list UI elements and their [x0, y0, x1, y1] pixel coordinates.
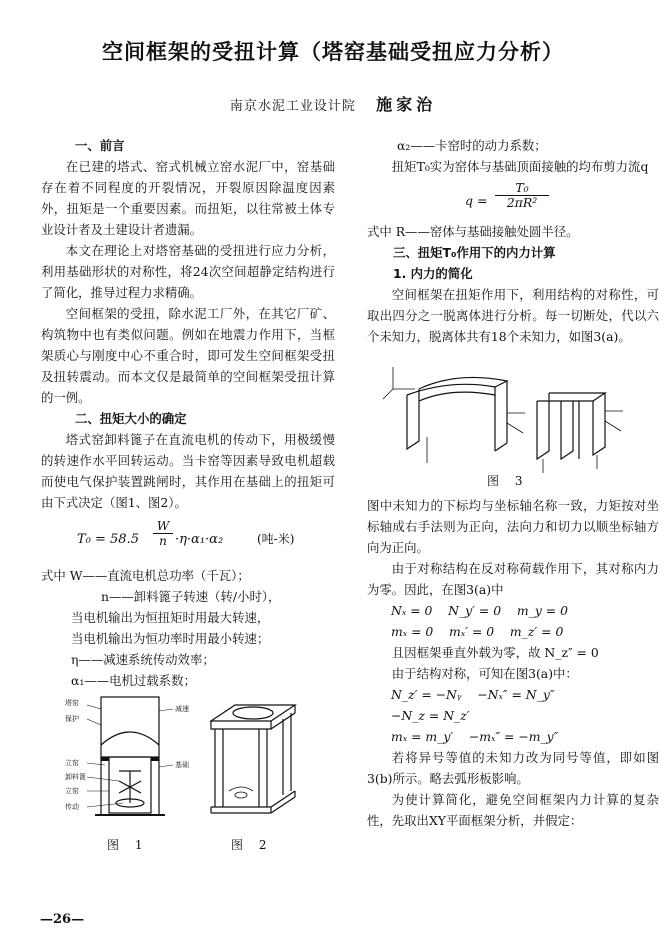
section-heading: 一、前言	[75, 138, 125, 153]
equation: Nₓ = 0 N_y′ = 0 m_y = 0	[391, 603, 568, 618]
definition: 式中 W——直流电机总功率（千瓦）；	[41, 568, 250, 583]
formula-factors: ·η·α₁·α₂	[175, 532, 224, 547]
fig1-label: 保护	[65, 715, 79, 723]
equation: mₓ = m_y′ −mₓ″ = −m_y″	[391, 729, 559, 744]
formula-numerator: T₀	[495, 181, 549, 196]
figures-1-2	[41, 691, 335, 851]
affiliation: 南京水泥工业设计院	[229, 99, 356, 114]
page-title: 空间框架的受扭计算（塔窑基础受扭应力分析）	[102, 40, 564, 64]
formula-denominator: 2πR²	[506, 195, 538, 210]
paragraph: 图中未知力的下标均与坐标轴名称一致，力矩按对坐标轴成右手法则为正向，法向力和切力以顺坐标轴方向为正向。	[367, 498, 659, 555]
paragraph: 空间框架的受扭，除水泥工厂外，在其它厂矿、构筑物中也有类似问题。例如在地震力作用下，当框架质心与刚度中心不重合时，即可发生空间框架受扭及扭转震动。而本文仅是最简单的空间框架受扭计算的一例。	[41, 306, 335, 405]
figure-3	[367, 347, 659, 495]
right-column	[367, 135, 659, 831]
definition: 式中 R——窑体与基础接触处圆半径。	[367, 224, 579, 239]
figure-2-space-frame	[201, 699, 301, 827]
formula-fraction	[495, 181, 549, 210]
section-heading: 二、扭矩大小的确定	[75, 411, 187, 426]
page-number: —26—	[40, 912, 85, 927]
formula-denominator: n	[159, 534, 167, 548]
formula-numerator: W	[153, 519, 173, 534]
left-column	[41, 135, 335, 851]
paragraph: 扭矩T₀实为窑体与基础顶面接触的均布剪力流q	[391, 159, 649, 174]
paragraph: 本文在理论上对塔窑基础的受扭进行应力分析，利用基础形状的对称性，将24次空间超静定结构进行了简化，推导过程力求精确。	[41, 243, 335, 300]
paragraph: 在已建的塔式、窑式机械立窑水泥厂中，窑基础存在着不同程度的开裂情况，开裂原因除温度因素外，扭矩是一个重要因素。而扭矩，以往常被土体专业设计者及土建设计者遗漏。	[41, 159, 335, 237]
formula-lhs: q =	[465, 193, 488, 208]
paragraph: 为使计算简化，避免空间框架内力计算的复杂性，先取出XY平面框架分析，并假定：	[367, 792, 659, 828]
author-name: 施家治	[376, 95, 437, 114]
fig1-label: 传动	[65, 803, 79, 811]
equation: mₓ = 0 mₓ′ = 0 m_z′ = 0	[391, 624, 564, 639]
equation: N_z′ = −Nᵧ −Nₓ″ = N_y″	[391, 687, 555, 702]
paragraph: 若将异号等值的未知力改为同号等值，即如图3(b)所示。略去弧形板影响。	[367, 750, 659, 786]
fig1-label: 卸料篦	[65, 773, 86, 781]
fig1-label: 基础	[175, 761, 189, 769]
definition: α₂——卡窑时的动力系数；	[397, 138, 547, 153]
definition: α₁——电机过载系数；	[71, 673, 196, 688]
formula-lhs: T₀ = 58.5	[77, 532, 139, 547]
formula-unit: (吨-米)	[257, 532, 295, 546]
shear-flow-formula	[367, 181, 659, 217]
section-heading: 三、扭矩T₀作用下的内力计算	[393, 245, 556, 260]
figure-3-caption: 图 3	[487, 474, 529, 488]
formula-fraction	[153, 519, 173, 548]
definition: η——减速系统传动效率；	[71, 652, 215, 667]
figure-1-caption: 图 1	[107, 838, 149, 852]
figure-3-free-body-diagrams	[367, 351, 659, 479]
equation: −N_z = N_z′	[391, 708, 470, 723]
paragraph: 由于对称结构在反对称荷载作用下，其对称内力为零。因此，在图3(a)中	[367, 561, 659, 597]
fig1-label: 立窑	[65, 759, 79, 767]
fig1-label: 减速	[175, 705, 189, 713]
figure-1-kiln-section	[65, 695, 195, 825]
figure-2-caption: 图 2	[231, 838, 273, 852]
definition: 当电机输出为恒功率时用最小转速；	[71, 631, 270, 646]
subsection-heading: 1. 内力的简化	[393, 266, 473, 281]
byline	[0, 92, 666, 115]
paragraph: 塔式窑卸料篦子在直流电机的传动下，用极缓慢的转速作水平回转运动。当卡窑等因素导致电机超载而使电气保护装置跳闸时，其作用在基础上的扭矩可由下式决定（图1、图2）。	[41, 432, 335, 510]
definition: n——卸料篦子转速（转/小时），	[101, 589, 281, 604]
definition: 当电机输出为恒扭矩时用最大转速，	[71, 610, 270, 625]
paragraph: 由于结构对称，可知在图3(a)中：	[391, 666, 578, 681]
paragraph: 且因框架垂直外载为零，故 N_z″ = 0	[391, 645, 599, 660]
torque-formula	[41, 519, 335, 559]
fig1-label: 立窑	[65, 787, 79, 795]
fig1-label: 塔窑	[65, 699, 79, 707]
paragraph: 空间框架在扭矩作用下，利用结构的对称性，可取出四分之一脱离体进行分析。每一切断处，代以六个未知力，脱离体共有18个未知力，如图3(a)。	[367, 287, 659, 344]
